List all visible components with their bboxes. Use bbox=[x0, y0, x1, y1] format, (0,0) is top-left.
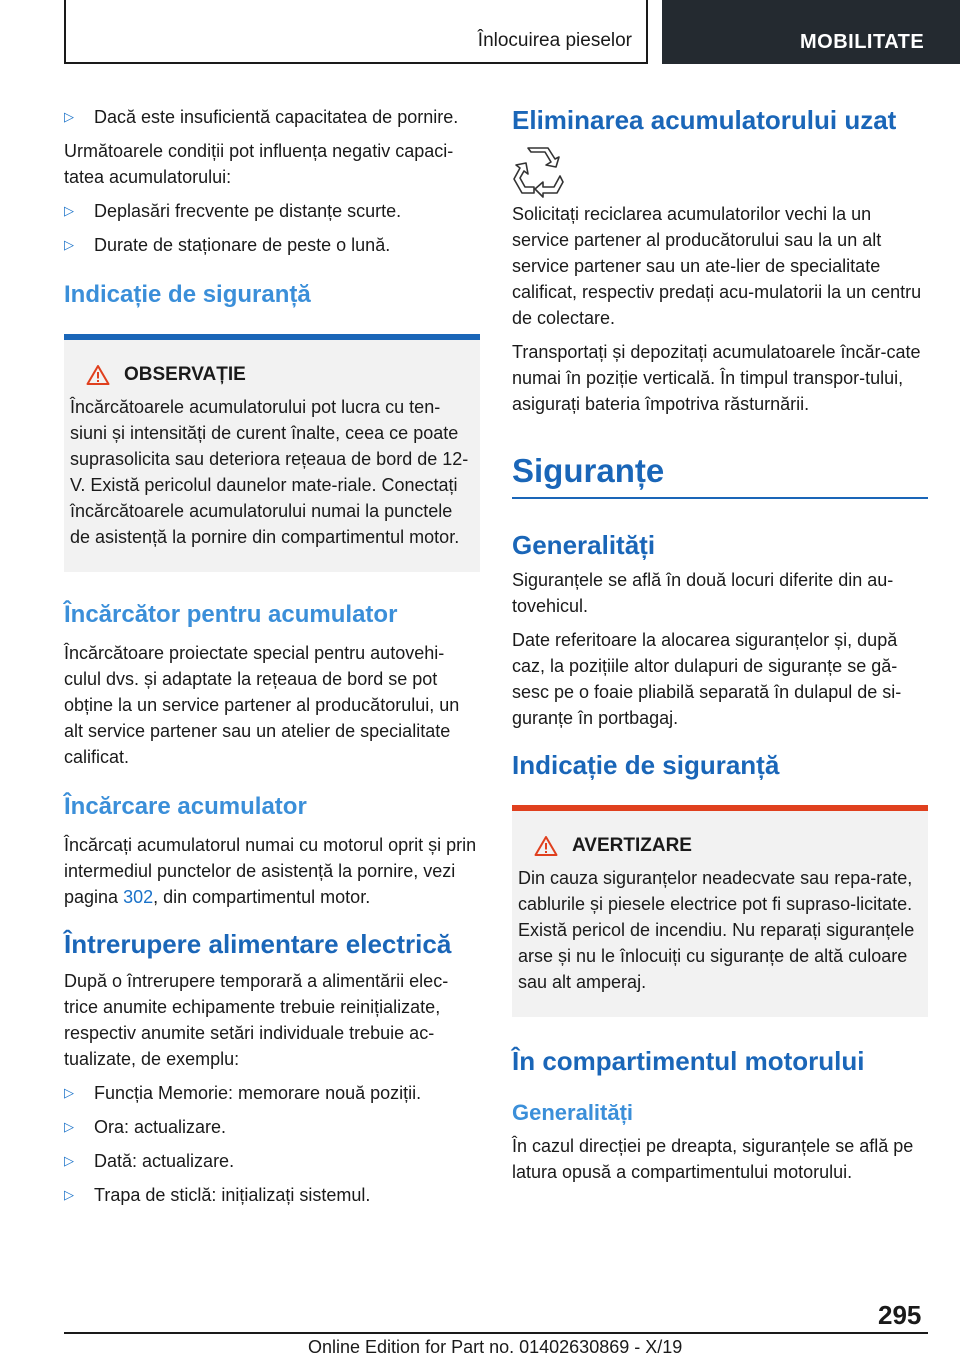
warning-text: Din cauza siguranțelor neadecvate sau repa-rate, cablurile și piesele electrice pot fi supraso-licitate. Există pericol de incendiu. Nu reparați siguranțele arse și nu le înlocuiți cu siguranțe de altă culoare sau alt amperaj. bbox=[518, 868, 915, 992]
engine-subheading: Generalități bbox=[512, 1100, 634, 1125]
triangle-bullet-icon: ▷ bbox=[64, 1119, 74, 1134]
list-item: ▷ Dacă este insuficientă capacitatea de pornire. bbox=[64, 104, 480, 130]
section-title: Înlocuirea pieselor bbox=[477, 30, 632, 51]
triangle-bullet-icon: ▷ bbox=[64, 203, 74, 218]
list-item: ▷ Ora: actualizare. bbox=[64, 1114, 480, 1140]
footer-divider bbox=[64, 1332, 928, 1334]
recycle-icon bbox=[512, 144, 578, 203]
warning-triangle-icon bbox=[534, 835, 558, 857]
page-link[interactable]: 302 bbox=[123, 887, 154, 907]
disposal-heading: Eliminarea acumulatorului uzat bbox=[512, 105, 897, 135]
general-heading: Generalități bbox=[512, 530, 656, 560]
charging-heading: Încărcare acumulator bbox=[64, 793, 307, 820]
disposal-paragraph: Solicitați reciclarea acumulatorilor vechi la un service partener al producătorului sau la un alt service partener sau un ate-lier de specialitate calificat, respectiv predați acu-mulatorii la un centru de colectare. bbox=[512, 204, 922, 328]
general-paragraph: Siguranțele se află în două locuri diferite din au-tovehicul. bbox=[512, 570, 894, 616]
fuses-heading: Siguranțe bbox=[512, 451, 928, 499]
transport-paragraph: Transportați și depozitați acumulatoarele încăr-cate numai în poziție verticală. În timpul transpor-tului, asigurați bateria împotriva răsturnării. bbox=[512, 342, 921, 414]
notice-title: OBSERVAȚIE bbox=[86, 362, 472, 388]
warning-box bbox=[512, 805, 928, 1017]
right-safety-heading: Indicație de siguranță bbox=[512, 750, 780, 780]
warning-triangle-icon bbox=[86, 364, 110, 386]
disposal-block bbox=[512, 144, 928, 203]
chapter-label: MOBILITATE bbox=[800, 31, 925, 53]
triangle-bullet-icon: ▷ bbox=[64, 1153, 74, 1168]
general-paragraph-2: Date referitoare la alocarea siguranțelor și, după caz, la pozițiile altor dulapuri de siguranțe se gă-sesc pe o foaie pliabilă separată în dulapul de si-guranțe în portbagaj. bbox=[512, 630, 902, 728]
notice-box bbox=[64, 334, 480, 572]
power-paragraph: După o întrerupere temporară a alimentării elec-trice anumite echipamente trebuie reinițializate, respectiv anumite setări individuale trebuie ac-tualizate, de exemplu: bbox=[64, 971, 449, 1069]
charger-paragraph: Încărcătoare proiectate special pentru autovehi-culul dvs. și adaptate la rețeaua de bord se pot obține la un service partener al producătorului, un alt service partener sau un atelier de specialitate calificat. bbox=[64, 643, 460, 767]
list-item: ▷ Deplasări frecvente pe distanțe scurte. bbox=[64, 198, 480, 224]
right-column bbox=[512, 104, 928, 1193]
chapter-tab bbox=[662, 0, 960, 64]
triangle-bullet-icon: ▷ bbox=[64, 1187, 74, 1202]
intro-paragraph: Următoarele condiții pot influența negativ capaci-tatea acumulatorului: bbox=[64, 141, 454, 187]
page-number: 295 bbox=[878, 1300, 922, 1330]
safety-heading: Indicație de siguranță bbox=[64, 281, 311, 308]
power-heading: Întrerupere alimentare electrică bbox=[64, 929, 452, 959]
notice-text: Încărcătoarele acumulatorului pot lucra cu ten-siuni și intensități de curent înalte, ceea ce poate suprasolicita sau deteriora rețeaua de bord de 12-V. Există pericolul daunelor mate-riale. Conectați încărcătoarele acumulatorului numai la punctele de asistență la pornire din compartimentul motor. bbox=[70, 397, 469, 547]
triangle-bullet-icon: ▷ bbox=[64, 109, 74, 124]
charger-heading: Încărcător pentru acumulator bbox=[64, 601, 398, 628]
charging-paragraph: Încărcați acumulatorul numai cu motorul oprit și prin intermediul punctelor de asistență la pornire, vezi pagina 302, din compartimentul motor. bbox=[64, 835, 477, 907]
footer-edition: Online Edition for Part no. 01402630869 - X/19 bbox=[308, 1337, 683, 1357]
engine-paragraph: În cazul direcției pe dreapta, siguranțele se află pe latura opusă a compartimentului motorului. bbox=[512, 1136, 914, 1182]
engine-heading: În compartimentul motorului bbox=[512, 1046, 865, 1076]
warning-title: AVERTIZARE bbox=[534, 833, 920, 859]
triangle-bullet-icon: ▷ bbox=[64, 1085, 74, 1100]
header-box bbox=[64, 0, 648, 64]
triangle-bullet-icon: ▷ bbox=[64, 237, 74, 252]
list-item: ▷ Durate de staționare de peste o lună. bbox=[64, 232, 480, 258]
left-column bbox=[64, 104, 480, 1216]
list-item: ▷ Dată: actualizare. bbox=[64, 1148, 480, 1174]
list-item: ▷ Trapa de sticlă: inițializați sistemul. bbox=[64, 1182, 480, 1208]
list-item: ▷ Funcția Memorie: memorare nouă poziții. bbox=[64, 1080, 480, 1106]
